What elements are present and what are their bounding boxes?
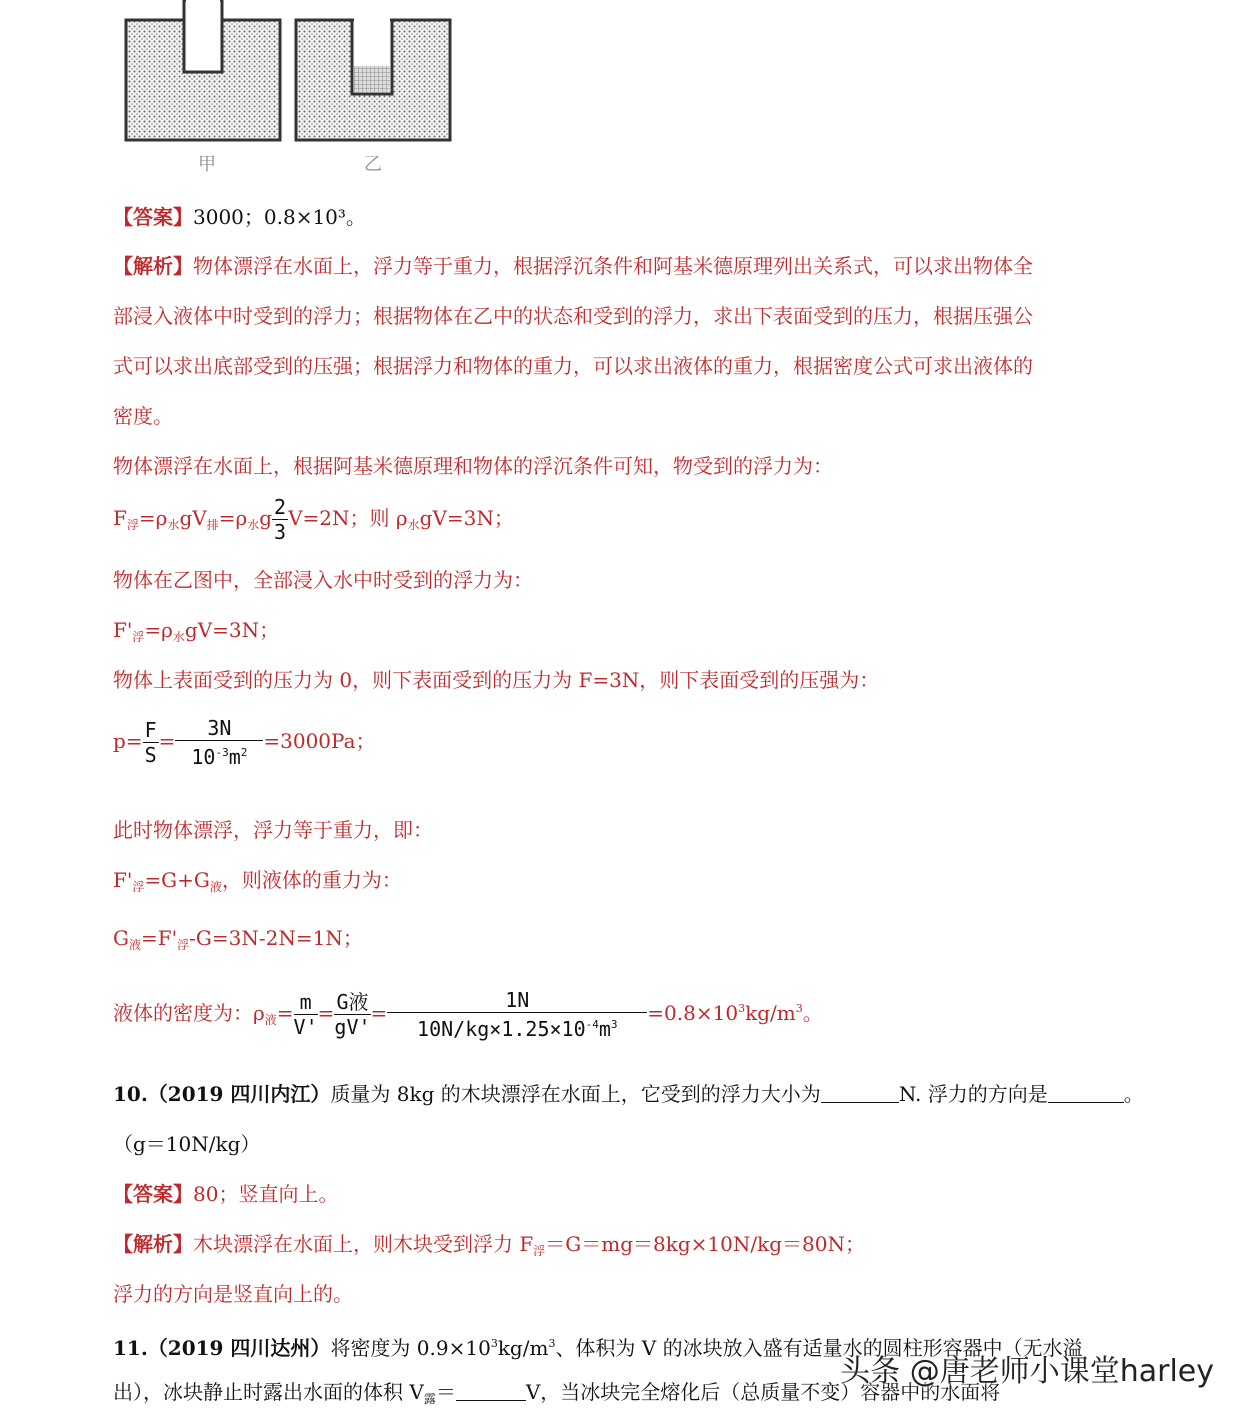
- container-jia: [126, 0, 280, 140]
- frac-num: 3N: [175, 716, 263, 741]
- q9-equation-4: [113, 866, 402, 901]
- q10-answer: [113, 1180, 338, 1208]
- answer-blank[interactable]: [1048, 1082, 1124, 1103]
- frac-den: V': [293, 1015, 318, 1039]
- frac-den: gV': [334, 1015, 371, 1039]
- fraction-g-over-gv: [334, 990, 370, 1039]
- answer-tag: 【答案】: [113, 1182, 193, 1206]
- eq-text: =G+G: [144, 868, 210, 892]
- eq-text: V=2N；则 ρ: [288, 506, 408, 530]
- frac-den: 3: [274, 520, 287, 544]
- eq-exp: 3: [490, 1337, 498, 1350]
- den-exp: -3: [215, 746, 229, 759]
- eq-text: gV=3N；: [419, 506, 514, 530]
- question-text: ＝: [435, 1380, 456, 1404]
- answer-blank[interactable]: [821, 1082, 899, 1103]
- eq-sub: 浮: [177, 938, 190, 952]
- q9-step-3: 物体上表面受到的压力为 0，则下表面受到的压力为 F=3N，则下表面受到的压强为：: [113, 668, 880, 692]
- frac-den: S: [144, 743, 157, 767]
- eq-sub: 浮: [533, 1244, 546, 1258]
- eq-text: =ρ: [138, 506, 168, 530]
- eq-text: 液体的密度为：ρ: [113, 1001, 265, 1025]
- eq-text: =3000Pa；: [263, 729, 376, 753]
- container-yi: [296, 18, 450, 140]
- eq-text: kg/m: [745, 1001, 796, 1025]
- eq-sub: 液: [264, 1013, 277, 1027]
- den-exp: 2: [240, 746, 248, 759]
- eq-sub: 液: [128, 938, 141, 952]
- eq-text: ，则液体的重力为：: [221, 868, 402, 892]
- fraction-pressure: [175, 716, 263, 769]
- q10-analysis: [113, 1230, 865, 1265]
- den-text: 10: [191, 745, 216, 769]
- question-text: kg/m: [497, 1336, 549, 1360]
- figure-label-yi: 乙: [364, 154, 382, 175]
- eq-text: =: [158, 729, 176, 753]
- eq-sub: 水: [247, 518, 260, 532]
- den-exp: -4: [585, 1018, 599, 1031]
- frac-num: F: [144, 718, 157, 742]
- fraction-two-thirds: [272, 495, 288, 544]
- eq-text: =F': [141, 926, 178, 950]
- answer-blank[interactable]: [456, 1380, 526, 1401]
- eq-text: F': [113, 618, 133, 642]
- question-number: 11.: [113, 1336, 148, 1360]
- q9-analysis-line-4: 密度。: [113, 404, 173, 428]
- analysis-text: 物体漂浮在水面上，浮力等于重力，根据浮沉条件和阿基米德原理列出关系式，可以求出物体全: [193, 254, 1033, 278]
- eq-sub: 露: [423, 1392, 436, 1406]
- eq-exp: 3: [795, 1002, 803, 1015]
- q9-step-4: 此时物体漂浮，浮力等于重力，即：: [113, 818, 433, 842]
- eq-text: F: [113, 506, 127, 530]
- frac-num: 1N: [387, 988, 647, 1013]
- eq-sub: 水: [407, 518, 420, 532]
- den-text: m: [228, 745, 241, 769]
- eq-text: =: [317, 1001, 335, 1025]
- analysis-text: 木块漂浮在水面上，则木块受到浮力 F: [193, 1232, 534, 1256]
- q9-analysis-line-1: [113, 252, 1033, 280]
- frac-num: G液: [334, 990, 370, 1015]
- question-number: 10.: [113, 1082, 148, 1106]
- q9-analysis-line-2: 部浸入液体中时受到的浮力；根据物体在乙中的状态和受到的浮力，求出下表面受到的压力，根据压强公: [113, 304, 1033, 328]
- watermark: 头条 @唐老师小课堂harley: [840, 1354, 1214, 1389]
- fraction-density: [387, 988, 647, 1041]
- eq-text: g: [259, 506, 273, 530]
- question-text: 。: [1123, 1082, 1144, 1106]
- eq-text: 。: [802, 1001, 823, 1025]
- q9-step-1: 物体漂浮在水面上，根据阿基米德原理和物体的浮沉条件可知，物受到的浮力为：: [113, 454, 833, 478]
- eq-text: =ρ: [218, 506, 248, 530]
- eq-text: =: [276, 1001, 294, 1025]
- eq-sub: 浮: [126, 518, 139, 532]
- eq-text: =0.8×10: [647, 1001, 739, 1025]
- answer-tag: 【答案】: [113, 205, 193, 229]
- q9-equation-5: [113, 924, 363, 959]
- eq-sub: 水: [172, 630, 185, 644]
- eq-exp: 3: [738, 1002, 746, 1015]
- den-text: m: [598, 1017, 611, 1041]
- fraction-m-over-v: [294, 990, 318, 1039]
- eq-sub: 排: [206, 518, 219, 532]
- eq-text: gV=3N；: [184, 618, 280, 642]
- answer-text: 3000；0.8×10³。: [193, 205, 366, 229]
- question-text: 质量为 8kg 的木块漂浮在水面上，它受到的浮力大小为: [330, 1082, 821, 1106]
- question-text: N. 浮力的方向是: [898, 1082, 1048, 1106]
- eq-text: F': [113, 868, 133, 892]
- den-exp: 3: [610, 1018, 618, 1031]
- beaker-figure: [118, 0, 458, 180]
- eq-sub: 浮: [132, 630, 145, 644]
- q10-stem-line-2: （g＝10N/kg）: [113, 1132, 261, 1156]
- q9-equation-6: [113, 982, 823, 1047]
- question-text: V，当冰块完全熔化后（总质量不变）容器中的水面将: [525, 1380, 1001, 1404]
- q9-step-2: 物体在乙图中，全部浸入水中时受到的浮力为：: [113, 568, 533, 592]
- q9-equation-3: [113, 714, 376, 769]
- q10-analysis-line-2: 浮力的方向是竖直向上的。: [113, 1282, 353, 1306]
- q10-stem-line-1: [113, 1080, 1144, 1108]
- question-text: 出），冰块静止时露出水面的体积 V: [113, 1380, 424, 1404]
- q9-equation-1: [113, 494, 514, 549]
- q9-analysis-line-3: 式可以求出底部受到的压强；根据浮力和物体的重力，可以求出液体的重力，根据密度公式可求出液体的: [113, 354, 1033, 378]
- fraction-f-over-s: [143, 718, 159, 767]
- frac-num: m: [294, 990, 318, 1015]
- eq-text: gV: [179, 506, 207, 530]
- eq-text: -G=3N-2N=1N；: [189, 926, 363, 950]
- frac-den: [387, 1013, 647, 1041]
- q9-answer: [113, 203, 366, 231]
- analysis-tag: 【解析】: [113, 1232, 193, 1256]
- question-text: 、体积为 V 的冰块放入盛有适量水的圆柱形容器中（无水溢: [555, 1336, 1083, 1360]
- question-source: （2019 四川达州）: [147, 1336, 331, 1360]
- figure-label-jia: 甲: [198, 154, 216, 175]
- question-source: （2019 四川内江）: [147, 1082, 331, 1106]
- analysis-tag: 【解析】: [113, 254, 193, 278]
- q9-equation-2: [113, 616, 279, 651]
- eq-sub: 水: [167, 518, 180, 532]
- frac-num: 2: [274, 495, 287, 519]
- eq-sub: 浮: [132, 880, 145, 894]
- analysis-text: ＝G＝mg＝8kg×10N/kg＝80N；: [545, 1232, 865, 1256]
- eq-text: G: [113, 926, 129, 950]
- eq-sub: 液: [209, 880, 222, 894]
- eq-text: p=: [113, 729, 143, 753]
- question-text: 将密度为 0.9×10: [330, 1336, 491, 1360]
- answer-text: 80；竖直向上。: [193, 1182, 339, 1206]
- eq-exp: 3: [548, 1337, 556, 1350]
- eq-text: =: [370, 1001, 388, 1025]
- frac-den: [175, 741, 263, 769]
- eq-text: =ρ: [144, 618, 173, 642]
- den-text: 10N/kg×1.25×10: [417, 1017, 586, 1041]
